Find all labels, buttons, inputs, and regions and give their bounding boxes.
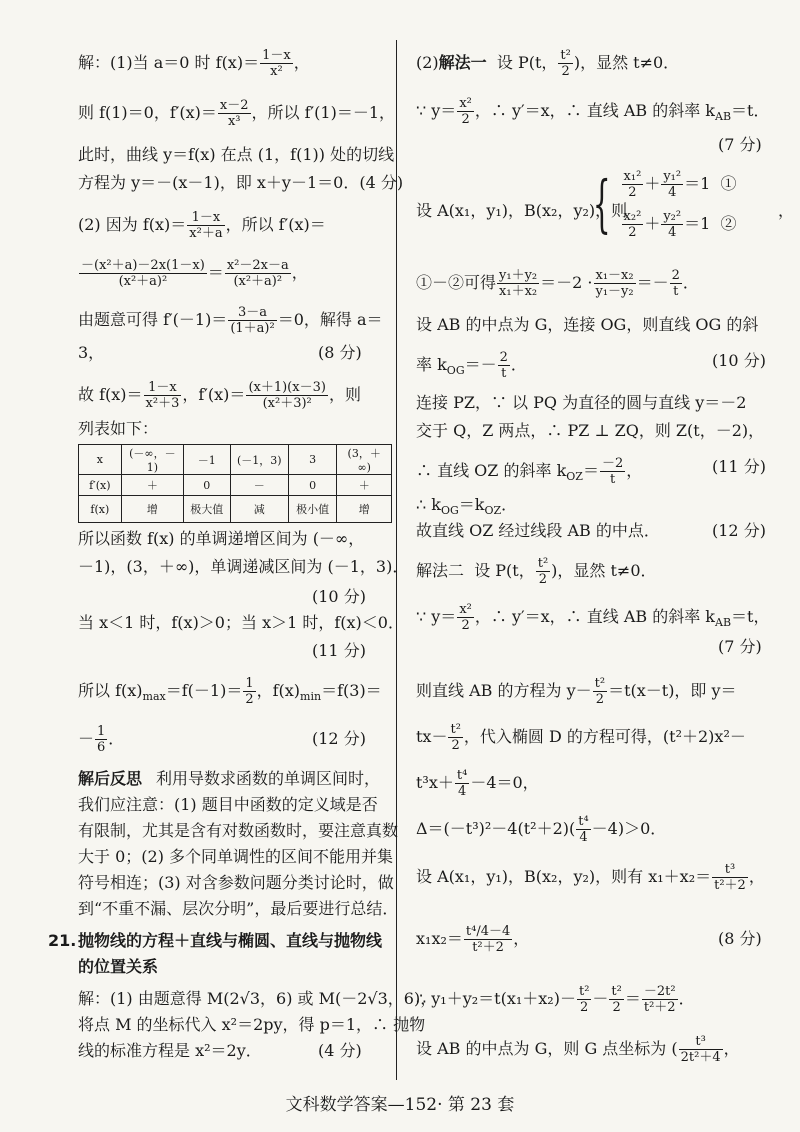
text: ＝t， (731, 607, 770, 626)
denominator: y₁－y₂ (595, 284, 634, 299)
r-line-10 (416, 494, 517, 522)
table-row (79, 496, 392, 523)
denominator: t²＋2 (472, 940, 504, 955)
r-line-1 (416, 48, 679, 79)
subscript: OG (446, 364, 465, 378)
score-10: (10 分) (312, 587, 366, 606)
text: x₁x₂＝ (416, 929, 463, 948)
text: ＝1 (684, 174, 711, 193)
text: ，则 (328, 385, 361, 404)
text: ∵ y＝ (416, 101, 457, 120)
r-line-15 (416, 722, 746, 753)
fraction (679, 1034, 723, 1065)
reflection-title: 解后反思 (78, 769, 143, 788)
text: －4＝0， (470, 773, 539, 792)
question-topic-1: 抛物线的方程＋直线与椭圆、直线与抛物线 (78, 931, 383, 950)
numerator: x² (459, 602, 472, 617)
fraction (642, 984, 678, 1015)
table-cell: ＋ (121, 475, 183, 496)
text: )，显然 t≠0． (551, 561, 657, 580)
fraction (218, 98, 251, 129)
text: ∴ 直线 OZ 的斜率 k (416, 461, 567, 480)
numerator: x₂² (623, 209, 642, 224)
denominator: x²＋3 (145, 396, 180, 411)
line-increase-interval: 所以函数 f(x) 的单调递增区间为 (－∞， (78, 529, 365, 548)
numerator: x－2 (219, 98, 249, 113)
text: ，所以 f′(1)＝－1， (251, 103, 396, 122)
fraction (609, 984, 623, 1015)
text: ＝ (624, 989, 641, 1008)
numerator: t⁴/4－4 (465, 924, 511, 939)
text: ． (678, 989, 695, 1008)
denominator: 2 (245, 692, 254, 707)
r-line-8: 交于 Q，Z 两点，∴ PZ ⊥ ZQ，则 Z(t，－2)， (416, 421, 765, 440)
fraction (558, 48, 572, 79)
denominator: 2 (461, 618, 470, 633)
r-line-11: 故直线 OZ 经过线段 AB 的中点． (416, 521, 660, 540)
text: 利用导数求函数的单调区间时， (156, 769, 381, 788)
table-row (79, 445, 392, 475)
fraction (455, 768, 469, 799)
text: － (78, 729, 95, 748)
text: (2) 因为 f(x)＝ (78, 215, 187, 234)
subscript: OG (440, 504, 459, 518)
text: 所以 f(x) (78, 681, 143, 700)
text: ， (778, 201, 795, 220)
numerator: －2 (601, 456, 624, 471)
numerator: t³ (712, 862, 748, 878)
numerator: t² (450, 722, 461, 737)
table-cell: － (230, 475, 288, 496)
fraction (260, 48, 293, 79)
denominator: 2 (561, 64, 570, 79)
system-row-1: $\frac{\text{x₁²}}{2}$ ＋ $\frac{\text{y₁²}}{4}$ ＝1 ① (623, 169, 737, 200)
line-part2 (78, 210, 326, 241)
r-line-7: 连接 PZ，∵ 以 PQ 为直径的圆与直线 y＝－2 (416, 393, 747, 412)
numerator: x₁－x₂ (594, 268, 636, 284)
numerator: y₁＋y₂ (499, 268, 538, 283)
fraction (95, 724, 107, 755)
score-11: (11 分) (712, 457, 766, 476)
r-line-14 (416, 676, 737, 707)
table-row (79, 475, 392, 496)
numerator: t² (611, 984, 622, 999)
denominator: 2 (628, 225, 637, 240)
numerator: t⁴ (578, 814, 589, 829)
text: 则 f(1)＝0，f′(x)＝ (78, 103, 217, 122)
line-solution-1: 解：(1)当 a＝0 时 f(x)＝ $\frac{1-x}{\text{x²}}$ ， (78, 48, 310, 79)
r-line-6 (416, 350, 527, 382)
numerator: 1 (97, 724, 106, 739)
text: ∴ k (416, 495, 441, 514)
system-row-2: $\frac{\text{x₂²}}{2}$ ＋ $\frac{\text{y₂²}}{4}$ ＝1 ② (623, 209, 737, 240)
score-8: (8 分) (318, 343, 362, 362)
text: ， (723, 1039, 740, 1058)
fraction (228, 305, 276, 336)
numerator: y₂² (663, 209, 682, 224)
table-cell: 增 (337, 496, 392, 523)
denominator: 2 (451, 738, 460, 753)
line-decrease-interval: －1)，(3，＋∞)，单调递减区间为 (－1，3)． (78, 557, 409, 576)
denominator: 4 (668, 185, 677, 200)
text: ， (291, 263, 308, 282)
text: ＝ (207, 263, 224, 282)
text: 设 AB 的中点为 G，则 G 点坐标为 ( (416, 1039, 678, 1058)
denominator: 6 (97, 740, 106, 755)
denominator: t (609, 472, 616, 487)
r-line-19 (416, 924, 529, 955)
line-sign: 当 x＜1 时，f(x)＞0；当 x＞1 时，f(x)＜0． (78, 613, 404, 632)
line-tangent: 此时，曲线 y＝f(x) 在点 (1，f(1)) 处的切线 (78, 145, 395, 164)
text: ＝k (458, 495, 485, 514)
line-condition (78, 305, 383, 336)
text: ，f′(x)＝ (182, 385, 246, 404)
line-table-intro: 列表如下： (78, 419, 159, 438)
reflection-line-5: 符号相连；(3) 对含参数问题分类讨论时，做 (78, 873, 394, 892)
text: ，∴ y′＝x，∴ 直线 AB 的斜率 k (474, 607, 715, 626)
score-7: (7 分) (718, 637, 762, 656)
denominator: (x²＋a)² (233, 274, 283, 289)
denominator: x² (270, 64, 283, 79)
denominator: 2 (612, 1000, 621, 1015)
reflection-line-3: 有限制，尤其是含有对数函数时，要注意真数 (78, 821, 399, 840)
numerator: t² (560, 48, 571, 63)
line-derivative-expanded (78, 258, 308, 289)
method-one-label: 解法一 (438, 53, 487, 72)
q21-line-1: 解：(1) 由题意得 M(2√3，6) 或 M(－2√3，6)， (78, 989, 437, 1008)
numerator: 2 (671, 268, 680, 283)
text: ＝－ (464, 355, 497, 374)
reflection-line-1 (78, 768, 380, 790)
numerator: x² (459, 96, 472, 111)
fraction (670, 268, 682, 299)
denominator: 4 (668, 225, 677, 240)
text: )，显然 t≠0． (573, 53, 680, 72)
table-cell: x (79, 445, 122, 475)
text: ，代入椭圆 D 的方程可得，(t²＋2)x²－ (463, 727, 746, 746)
table-cell: 增 (121, 496, 183, 523)
numerator: x²－2x－a (226, 258, 289, 273)
numerator: t² (537, 556, 549, 571)
question-topic-2: 的位置关系 (78, 957, 159, 976)
question-number: 21. (48, 931, 77, 950)
score-8: (8 分) (718, 929, 762, 948)
fraction (246, 380, 328, 411)
brace: { (592, 167, 611, 240)
system-rows (621, 164, 737, 244)
denominator: 2 (628, 185, 637, 200)
denominator: 2 (538, 572, 548, 587)
fraction (712, 862, 748, 893)
table-cell: 3 (288, 445, 336, 475)
table-cell: (3，＋∞) (337, 445, 392, 475)
text: ＝f(－1)＝ (165, 681, 243, 700)
text: ，f(x) (256, 681, 301, 700)
q21-line-3: 线的标准方程是 x²＝2y． (78, 1041, 262, 1060)
text: ＝t(x－t)，即 y＝ (608, 681, 737, 700)
numerator: t³ (679, 1034, 723, 1050)
denominator: 4 (457, 784, 467, 799)
table-cell: f′(x) (79, 475, 122, 496)
text: Δ＝(－t³)²－4(t²＋2)( (416, 819, 576, 838)
text: ，所以 f′(x)＝ (225, 215, 326, 234)
r-line-13 (416, 602, 769, 634)
fraction (448, 722, 462, 753)
table-cell: f(x) (79, 496, 122, 523)
table-cell: (－∞，－1) (121, 445, 183, 475)
r-line-16 (416, 768, 539, 799)
table-cell: 极大值 (184, 496, 230, 523)
text: 由题意可得 f′(－1)＝ (78, 310, 228, 329)
denominator: 2t²＋4 (680, 1050, 721, 1065)
fraction (457, 96, 474, 127)
subscript: OZ (484, 504, 502, 518)
line-a-value: 3， (78, 343, 105, 362)
fraction (464, 924, 512, 955)
numerator: t⁴ (456, 768, 468, 783)
text: ＝t． (731, 101, 770, 120)
r-line-2 (416, 96, 769, 128)
table-cell: －1 (184, 445, 230, 475)
numerator: y₁² (663, 169, 682, 184)
text: ＝－ (636, 273, 669, 292)
numerator: (x＋1)(x－3) (248, 380, 326, 395)
text: － (592, 989, 609, 1008)
denominator: t (501, 366, 507, 381)
subscript: AB (715, 616, 732, 630)
subscript: max (142, 690, 166, 704)
fraction (243, 676, 255, 707)
r-line-20 (416, 984, 695, 1015)
reflection-line-4: 大于 0；(2) 多个同单调性的区间不能用并集 (78, 847, 394, 866)
text: ①－②可得 (416, 273, 497, 292)
r-line-21 (416, 1034, 740, 1065)
line-f-with-a3 (78, 380, 361, 411)
fraction (457, 602, 474, 633)
numerator: x₁² (623, 169, 642, 184)
text: t³x＋ (416, 773, 454, 792)
text: ． (510, 355, 527, 374)
fraction (593, 676, 607, 707)
fraction (622, 169, 644, 200)
text: ∵ y＝ (416, 607, 457, 626)
score-7: (7 分) (718, 135, 762, 154)
numerator: t² (578, 984, 590, 999)
fraction (536, 556, 550, 587)
denominator: t (673, 284, 679, 299)
q21-line-2: 将点 M 的坐标代入 x²＝2py，得 p＝1，∴ 抛物 (78, 1015, 426, 1034)
subscript: AB (715, 110, 732, 124)
text: ， (513, 929, 530, 948)
table-cell: ＋ (337, 475, 392, 496)
fraction (661, 169, 683, 200)
denominator: (x²＋3)² (262, 396, 312, 411)
r-line-3: 设 A(x₁，y₁)，B(x₂，y₂)，则 (416, 201, 628, 220)
text: 率 k (416, 355, 447, 374)
numerator: t² (594, 676, 606, 691)
fraction (576, 814, 590, 845)
numerator: 1－x (187, 210, 224, 226)
line-derivative (78, 98, 395, 129)
text: ，∴ y′＝x，∴ 直线 AB 的斜率 k (474, 101, 715, 120)
fraction (600, 456, 625, 487)
fraction (79, 258, 207, 289)
numerator: 1 (245, 676, 254, 691)
text: ， (748, 867, 765, 886)
line-tangent-eq: 方程为 y＝－(x－1)，即 x＋y－1＝0．(4 分) (78, 173, 404, 192)
score-12: (12 分) (312, 729, 366, 748)
denominator: (1＋a)² (230, 321, 275, 336)
denominator: 2 (595, 692, 604, 707)
monotonicity-table (78, 444, 392, 523)
denominator: t²＋2 (643, 1000, 676, 1015)
line-min-value (78, 724, 124, 755)
text: ＝1 (684, 214, 711, 233)
text: ， (626, 461, 643, 480)
text: ∴ y₁＋y₂＝t(x₁＋x₂)－ (416, 989, 576, 1008)
subscript: OZ (566, 470, 583, 484)
numerator: 3－a (228, 305, 276, 321)
fraction (577, 984, 591, 1015)
score-4: (4 分) (318, 1041, 362, 1060)
text: 解：(1)当 a＝0 时 f(x)＝ (78, 53, 260, 72)
r-line-18 (416, 862, 765, 893)
fraction (497, 268, 539, 299)
numerator: 1－x (144, 380, 182, 396)
method-two-label: 解法二 (416, 561, 465, 580)
table-cell: 0 (288, 475, 336, 496)
text: 设 P(t， (496, 53, 558, 72)
score-10: (10 分) (712, 351, 766, 370)
fraction (225, 258, 291, 289)
score-11: (11 分) (312, 641, 366, 660)
denominator: 4 (579, 830, 588, 845)
denominator: x³ (227, 114, 241, 129)
line-extrema (78, 676, 382, 708)
text: ． (682, 273, 699, 292)
text: 故 f(x)＝ (78, 385, 143, 404)
text: 则直线 AB 的方程为 y－ (416, 681, 592, 700)
denominator: 2 (580, 1000, 589, 1015)
denominator: x₁＋x₂ (499, 284, 538, 299)
table-cell: 0 (184, 475, 230, 496)
eq-tag: ② (720, 214, 737, 233)
score-12: (12 分) (712, 521, 766, 540)
table-cell: 减 (230, 496, 288, 523)
r-line-9 (416, 456, 642, 488)
fraction (622, 209, 644, 240)
reflection-line-2: 我们应注意：(1) 题目中函数的定义域是否 (78, 795, 378, 814)
text: ＝ (582, 461, 599, 480)
r-line-5: 设 AB 的中点为 G，连接 OG，则直线 OG 的斜 (416, 315, 759, 334)
table-cell: 极小值 (288, 496, 336, 523)
fraction (187, 210, 224, 241)
denominator: x²＋a (189, 226, 223, 241)
numerator: 2 (499, 350, 508, 365)
fraction (661, 209, 683, 240)
denominator: 2 (461, 112, 470, 127)
fraction (594, 268, 636, 299)
reflection-line-6: 到“不重不漏、层次分明”，最后要进行总结． (78, 899, 399, 918)
equation-system (588, 164, 736, 244)
fraction (144, 380, 182, 411)
denominator: (x²＋a)² (118, 274, 168, 289)
eq-tag: ① (720, 174, 737, 193)
text: 设 P(t， (474, 561, 535, 580)
page-footer: 文科数学答案—152· 第 23 套 (285, 1095, 515, 1115)
text: ＝f(3)＝ (321, 681, 382, 700)
r-line-4 (416, 268, 699, 299)
denominator: t²＋2 (714, 878, 746, 893)
text: －4)＞0． (591, 819, 667, 838)
numerator: －2t² (643, 984, 676, 999)
numerator: －(x²＋a)－2x(1－x) (81, 258, 205, 273)
r-line-17 (416, 814, 666, 845)
table-cell: (－1，3) (230, 445, 288, 475)
r-line-12 (416, 556, 657, 587)
text: ． (501, 495, 518, 514)
text: 设 A(x₁，y₁)，B(x₂，y₂)，则有 x₁＋x₂＝ (416, 867, 712, 886)
numerator: 1－x (262, 48, 291, 63)
fraction (498, 350, 510, 381)
text: tx－ (416, 727, 448, 746)
text: (2) (416, 53, 439, 72)
text: ＝－2 · (540, 273, 593, 292)
text: ＝0，解得 a＝ (277, 310, 383, 329)
text: ． (108, 729, 125, 748)
subscript: min (300, 690, 322, 704)
